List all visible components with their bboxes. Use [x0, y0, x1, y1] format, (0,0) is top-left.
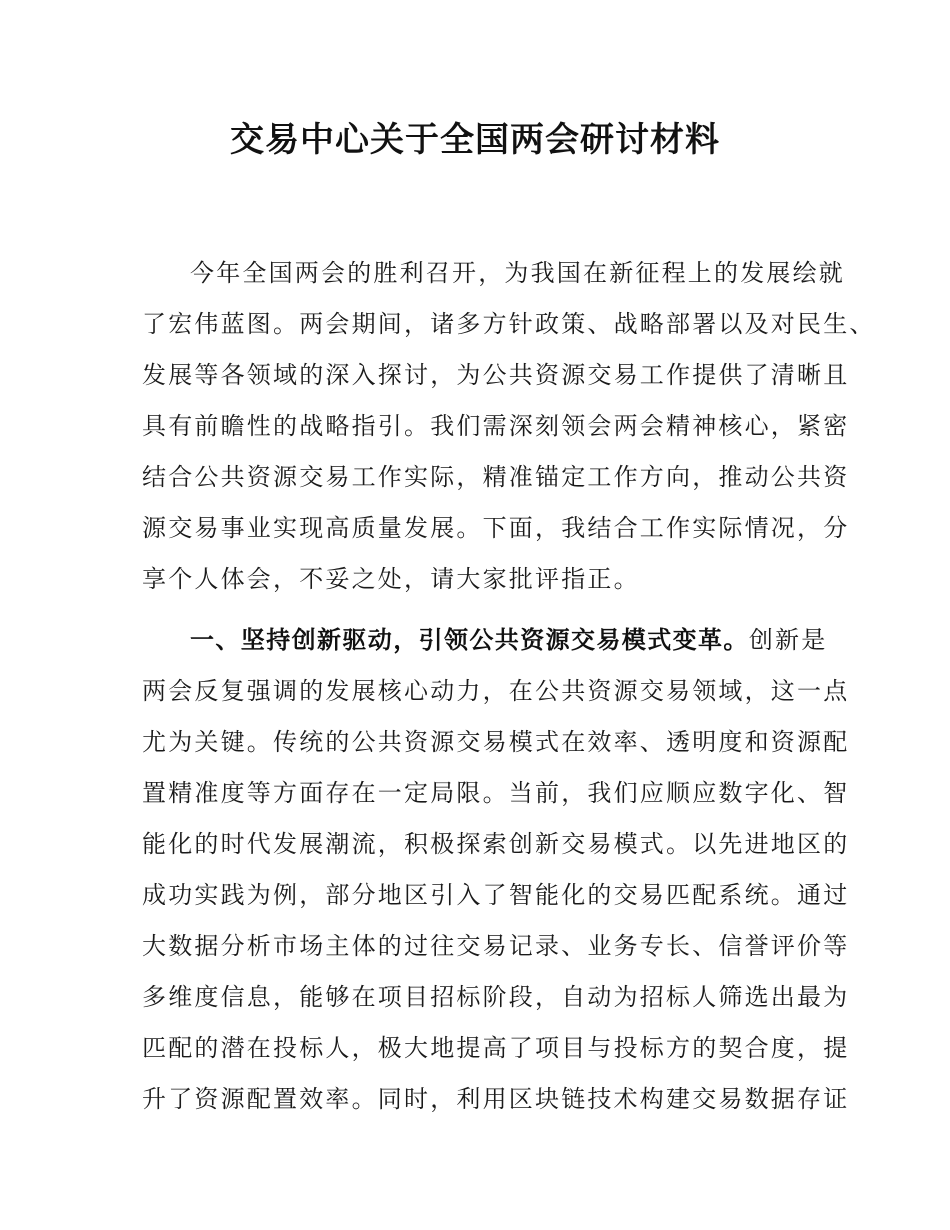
text-line: 了宏伟蓝图。两会期间，诸多方针政策、战略部署以及对民生、: [142, 310, 876, 338]
section-1-paragraph: [142, 615, 850, 1125]
section-heading-line: [142, 615, 828, 666]
text-line: 享个人体会，不妥之处，请大家批评指正。: [142, 565, 640, 593]
paragraph-spacer: [142, 605, 822, 615]
text-line: 发展等各领域的深入探讨，为公共资源交易工作提供了清晰且: [142, 361, 850, 389]
intro-paragraph: [142, 248, 876, 605]
text-line: 成功实践为例，部分地区引入了智能化的交易匹配系统。通过: [142, 881, 850, 909]
document-title: 交易中心关于全国两会研讨材料: [230, 120, 720, 160]
text-line: 匹配的潜在投标人，极大地提高了项目与投标方的契合度，提: [142, 1034, 850, 1062]
text-line: 升了资源配置效率。同时，利用区块链技术构建交易数据存证: [142, 1085, 850, 1113]
text-line: 结合公共资源交易工作实际，精准锚定工作方向，推动公共资: [142, 463, 850, 491]
section-heading: 一、坚持创新驱动，引领公共资源交易模式变革。: [190, 626, 749, 654]
text-line: 多维度信息，能够在项目招标阶段，自动为招标人筛选出最为: [142, 983, 850, 1011]
text-line: 源交易事业实现高质量发展。下面，我结合工作实际情况，分: [142, 514, 850, 542]
text-line: 两会反复强调的发展核心动力，在公共资源交易领域，这一点: [142, 677, 850, 705]
text-line: 尤为关键。传统的公共资源交易模式在效率、透明度和资源配: [142, 728, 850, 756]
text-line: 具有前瞻性的战略指引。我们需深刻领会两会精神核心，紧密: [142, 412, 850, 440]
text-line: 置精准度等方面存在一定局限。当前，我们应顺应数字化、智: [142, 779, 850, 807]
text-run: 创新是: [748, 626, 828, 654]
text-line: 大数据分析市场主体的过往交易记录、业务专长、信誉评价等: [142, 932, 850, 960]
text-line: 能化的时代发展潮流，积极探索创新交易模式。以先进地区的: [142, 830, 850, 858]
text-line: 今年全国两会的胜利召开，为我国在新征程上的发展绘就: [190, 259, 845, 287]
document-body: [142, 248, 876, 1125]
